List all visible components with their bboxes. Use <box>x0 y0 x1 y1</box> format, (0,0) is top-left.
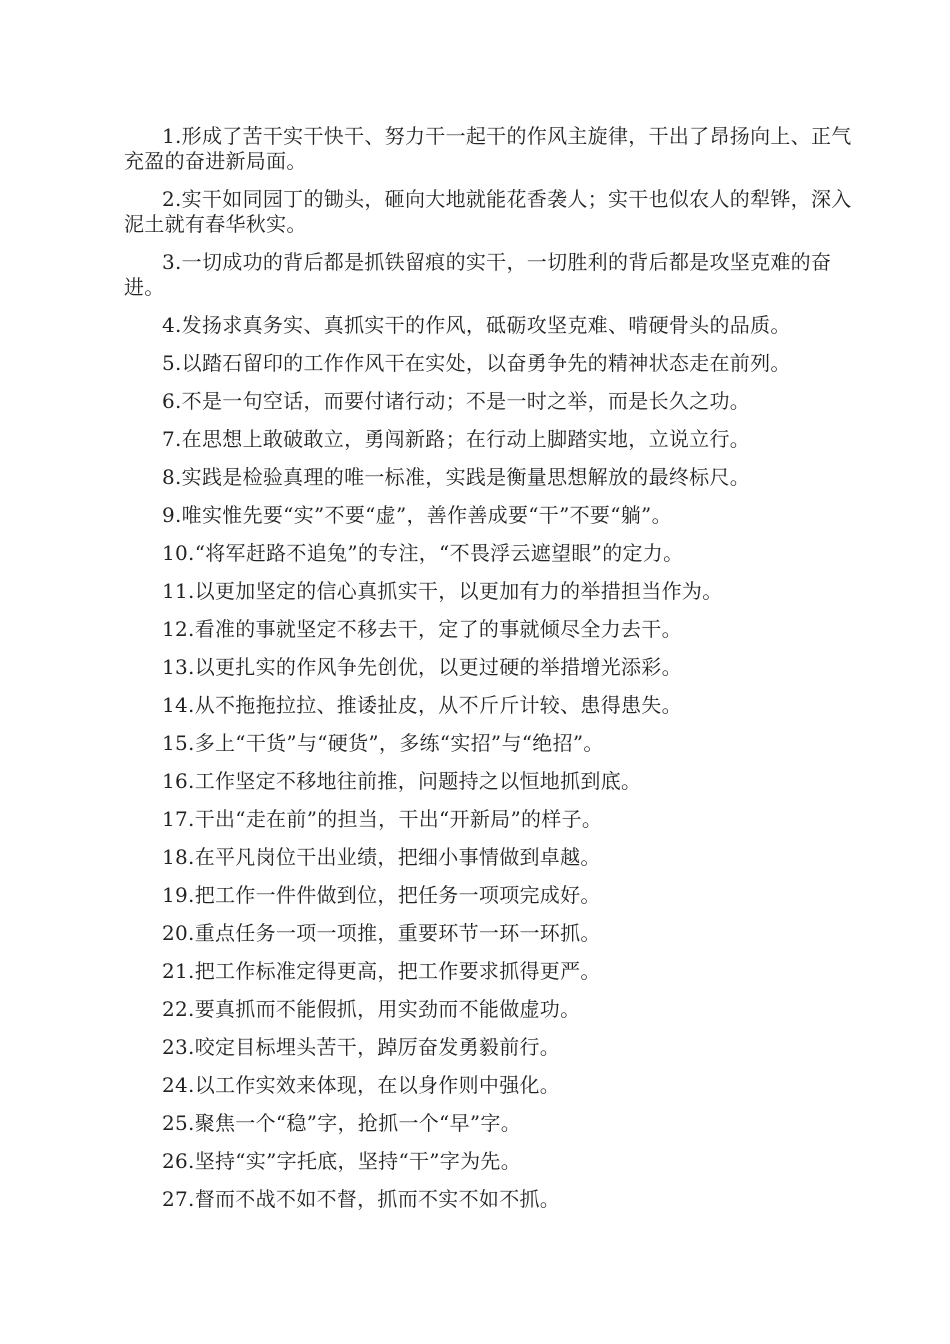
list-item: 2.实干如同园丁的锄头，砸向大地就能花香袭人；实干也似农人的犁铧，深入泥土就有春华秋实。 <box>124 187 852 236</box>
list-item: 11.以更加坚定的信心真抓实干，以更加有力的举措担当作为。 <box>162 579 723 603</box>
list-item: 24.以工作实效来体现，在以身作则中强化。 <box>162 1073 561 1097</box>
list-item: 13.以更扎实的作风争先创优，以更过硬的举措增光添彩。 <box>162 655 682 679</box>
list-item: 20.重点任务一项一项推，重要环节一环一环抓。 <box>162 921 601 945</box>
document-body <box>124 124 864 1225</box>
list-item: 4.发扬求真务实、真抓实干的作风，砥砺攻坚克难、啃硬骨头的品质。 <box>162 313 791 337</box>
list-item: 1.形成了苦干实干快干、努力干一起干的作风主旋律，干出了昂扬向上、正气充盈的奋进新局面。 <box>124 124 852 173</box>
list-item: 19.把工作一件件做到位，把任务一项项完成好。 <box>162 883 601 907</box>
list-item: 14.从不拖拖拉拉、推诿扯皮，从不斤斤计较、患得患失。 <box>162 693 682 717</box>
list-item: 27.督而不战不如不督，抓而不实不如不抓。 <box>162 1187 561 1211</box>
list-item: 26.坚持“实”字托底，坚持“干”字为先。 <box>162 1149 522 1173</box>
list-item: 25.聚焦一个“稳”字，抢抓一个“早”字。 <box>162 1111 522 1135</box>
list-item: 6.不是一句空话，而要付诸行动；不是一时之举，而是长久之功。 <box>162 389 751 413</box>
list-item: 21.把工作标准定得更高，把工作要求抓得更严。 <box>162 959 601 983</box>
list-item: 23.咬定目标埋头苦干，踔厉奋发勇毅前行。 <box>162 1035 561 1059</box>
list-item: 18.在平凡岗位干出业绩，把细小事情做到卓越。 <box>162 845 601 869</box>
list-item: 7.在思想上敢破敢立，勇闯新路；在行动上脚踏实地，立说立行。 <box>162 427 751 451</box>
list-item: 3.一切成功的背后都是抓铁留痕的实干，一切胜利的背后都是攻坚克难的奋进。 <box>124 250 832 299</box>
list-item: 9.唯实惟先要“实”不要“虚”，善作善成要“干”不要“躺”。 <box>162 503 672 527</box>
list-item: 5.以踏石留印的工作作风干在实处，以奋勇争先的精神状态走在前列。 <box>162 351 791 375</box>
list-item: 12.看准的事就坚定不移去干，定了的事就倾尽全力去干。 <box>162 617 682 641</box>
list-item: 16.工作坚定不移地往前推，问题持之以恒地抓到底。 <box>162 769 642 793</box>
list-item: 10.“将军赶路不追兔”的专注，“不畏浮云遮望眼”的定力。 <box>162 541 684 565</box>
list-item: 17.干出“走在前”的担当，干出“开新局”的样子。 <box>162 807 603 831</box>
list-item: 22.要真抓而不能假抓，用实劲而不能做虚功。 <box>162 997 581 1021</box>
list-item: 15.多上“干货”与“硬货”，多练“实招”与“绝招”。 <box>162 731 604 755</box>
list-item: 8.实践是检验真理的唯一标准，实践是衡量思想解放的最终标尺。 <box>162 465 751 489</box>
